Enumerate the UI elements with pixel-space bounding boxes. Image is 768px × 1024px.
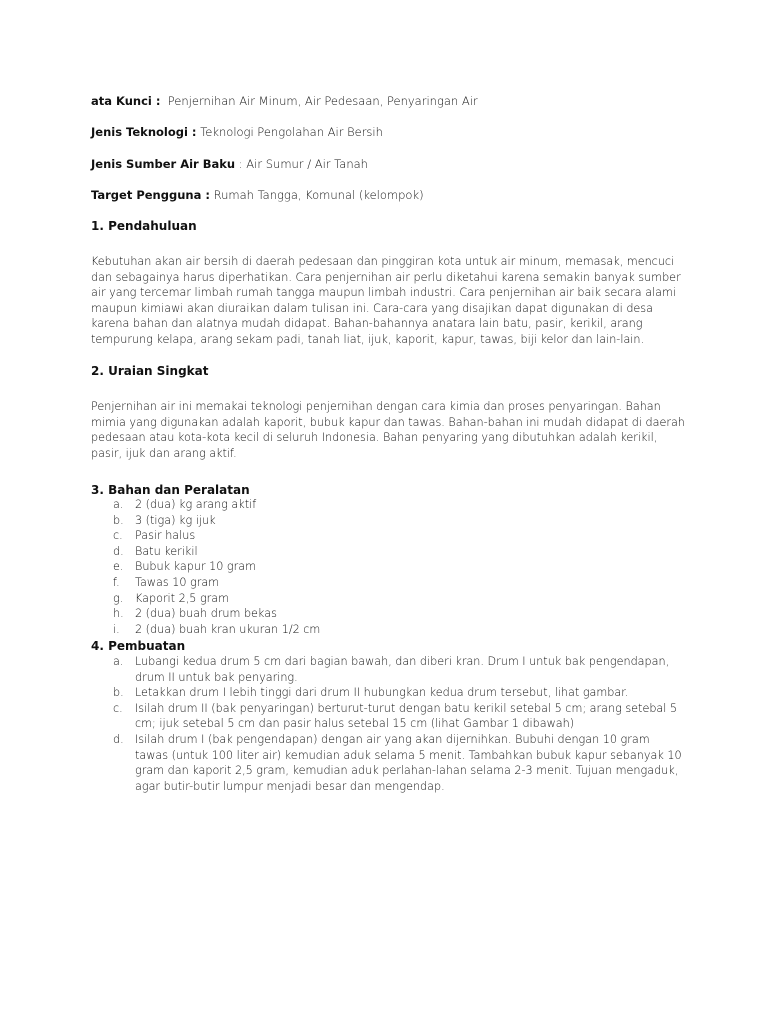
list-item-text: Tawas 10 gram (135, 575, 220, 589)
list-marker: i. (113, 622, 120, 636)
list-item (91, 591, 691, 607)
list-item-text: 2 (dua) buah drum bekas (135, 607, 277, 621)
list-marker: a. (113, 655, 124, 668)
list-marker: d. (113, 732, 124, 746)
list-marker: e. (113, 560, 124, 574)
materials-list (91, 497, 691, 637)
list-item-text: Kaporit 2,5 gram (135, 591, 230, 605)
section-heading-pembuatan: 4. Pembuatan (91, 639, 186, 653)
list-item-text: 2 (dua) kg arang aktif (135, 498, 257, 511)
list-item (91, 559, 691, 575)
list-item (91, 622, 691, 638)
meta-value: Rumah Tangga, Komunal (kelompok) (213, 188, 424, 202)
paragraph-line: dan sebagainya harus diperhatikan. Cara penjernihan air perlu diketahui karena semakin banyak sumber (91, 270, 681, 284)
list-item (91, 513, 691, 529)
list-item-text: gram dan kaporit 2,5 gram, kemudian aduk perlahan-lahan selama 2-3 menit. Tujuan mengaduk, (135, 764, 679, 778)
section-heading-pendahuluan: 1. Pendahuluan (91, 219, 197, 233)
paragraph-line: karena bahan dan alatnya mudah didapat. Bahan-bahannya anatara lain batu, pasir, kerikil, arang (91, 317, 643, 331)
paragraph-line: tempurung kelapa, arang sekam padi, tanah liat, ijuk, kaporit, kapur, tawas, biji kelor dan lain-lain. (91, 332, 645, 346)
paragraph-pendahuluan (91, 254, 691, 348)
list-item (91, 685, 691, 701)
paragraph-line: mimia yang digunakan adalah kaporit, bubuk kapur dan tawas. Bahan-bahan ini mudah didapat di daerah (91, 415, 685, 429)
list-marker: g. (113, 591, 124, 605)
meta-label: Jenis Teknologi : (91, 125, 197, 139)
meta-label: Jenis Sumber Air Baku (91, 157, 236, 171)
list-item-text: 2 (dua) buah kran ukuran 1/2 cm (135, 622, 321, 636)
meta-value: Teknologi Pengolahan Air Bersih (200, 125, 383, 139)
list-item-text: cm; ijuk setebal 5 cm dan pasir halus setebal 15 cm (lihat Gambar 1 dibawah) (135, 717, 575, 731)
list-item (91, 528, 691, 544)
paragraph-line: pasir, ijuk dan arang aktif. (91, 446, 237, 460)
list-item (91, 654, 691, 685)
list-item-text: Isilah drum I (bak pengendapan) dengan air yang akan dijernihkan. Bubuhi dengan 10 gram (135, 732, 650, 746)
list-item (91, 575, 691, 591)
paragraph-line: Penjernihan air ini memakai teknologi penjernihan dengan cara kimia dan proses penyaringan. Bahan (91, 400, 661, 413)
list-marker: b. (113, 686, 124, 700)
meta-value: : Air Sumur / Air Tanah (238, 157, 368, 171)
list-marker: f. (113, 575, 120, 589)
list-item (91, 732, 691, 794)
meta-technology-type (91, 124, 383, 140)
list-marker: h. (113, 607, 124, 621)
section-heading-uraian: 2. Uraian Singkat (91, 364, 209, 378)
list-item (91, 606, 691, 622)
list-item-text: drum II untuk bak penyaring. (135, 670, 298, 684)
list-item-text: Batu kerikil (135, 544, 198, 558)
list-item-text: Bubuk kapur 10 gram (135, 560, 256, 574)
list-marker: c. (113, 529, 123, 543)
list-item-text: Letakkan drum I lebih tinggi dari drum II hubungkan kedua drum tersebut, lihat gambar. (135, 686, 629, 700)
meta-target-user (91, 187, 424, 203)
list-marker: b. (113, 513, 124, 527)
list-marker: d. (113, 544, 124, 558)
meta-keywords (91, 93, 478, 109)
paragraph-line: pedesaan atau kota-kota kecil di seluruh Indonesia. Bahan penyaring yang dibutuhkan adalah kerikil, (91, 431, 658, 445)
procedure-list (91, 654, 691, 794)
section-heading-bahan: 3. Bahan dan Peralatan (91, 483, 250, 497)
list-item-text: Lubangi kedua drum 5 cm dari bagian bawah, dan diberi kran. Drum I untuk bak pengendapan, (135, 655, 670, 668)
list-marker: c. (113, 701, 123, 715)
paragraph-line: air yang tercemar limbah rumah tangga maupun limbah industri. Cara penjernihan air baik secara alami (91, 286, 677, 300)
paragraph-line: Kebutuhan akan air bersih di daerah pedesaan dan pinggiran kota untuk air minum, memasak, mencuci (91, 255, 675, 268)
list-item-text: Isilah drum II (bak penyaringan) berturut-turut dengan batu kerikil setebal 5 cm; arang setebal 5 (135, 701, 678, 715)
list-item-text: Pasir halus (135, 529, 196, 543)
meta-label: Target Pengguna : (91, 188, 210, 202)
list-item-text: agar butir-butir lumpur menjadi besar dan mengendap. (135, 779, 445, 793)
paragraph-uraian (91, 399, 691, 461)
list-item-text: 3 (tiga) kg ijuk (135, 513, 216, 527)
meta-value: Penjernihan Air Minum, Air Pedesaan, Penyaringan Air (167, 94, 478, 108)
meta-label: ata Kunci : (91, 94, 161, 108)
list-item (91, 497, 691, 513)
paragraph-line: maupun kimiawi akan diuraikan dalam tulisan ini. Cara-cara yang disajikan dapat digunakan di desa (91, 301, 653, 315)
list-item-text: tawas (untuk 100 liter air) kemudian aduk selama 5 menit. Tambahkan bubuk kapur sebanyak 10 (135, 748, 682, 762)
list-item (91, 544, 691, 560)
meta-water-source (91, 156, 368, 172)
list-item (91, 701, 691, 732)
list-marker: a. (113, 498, 124, 511)
